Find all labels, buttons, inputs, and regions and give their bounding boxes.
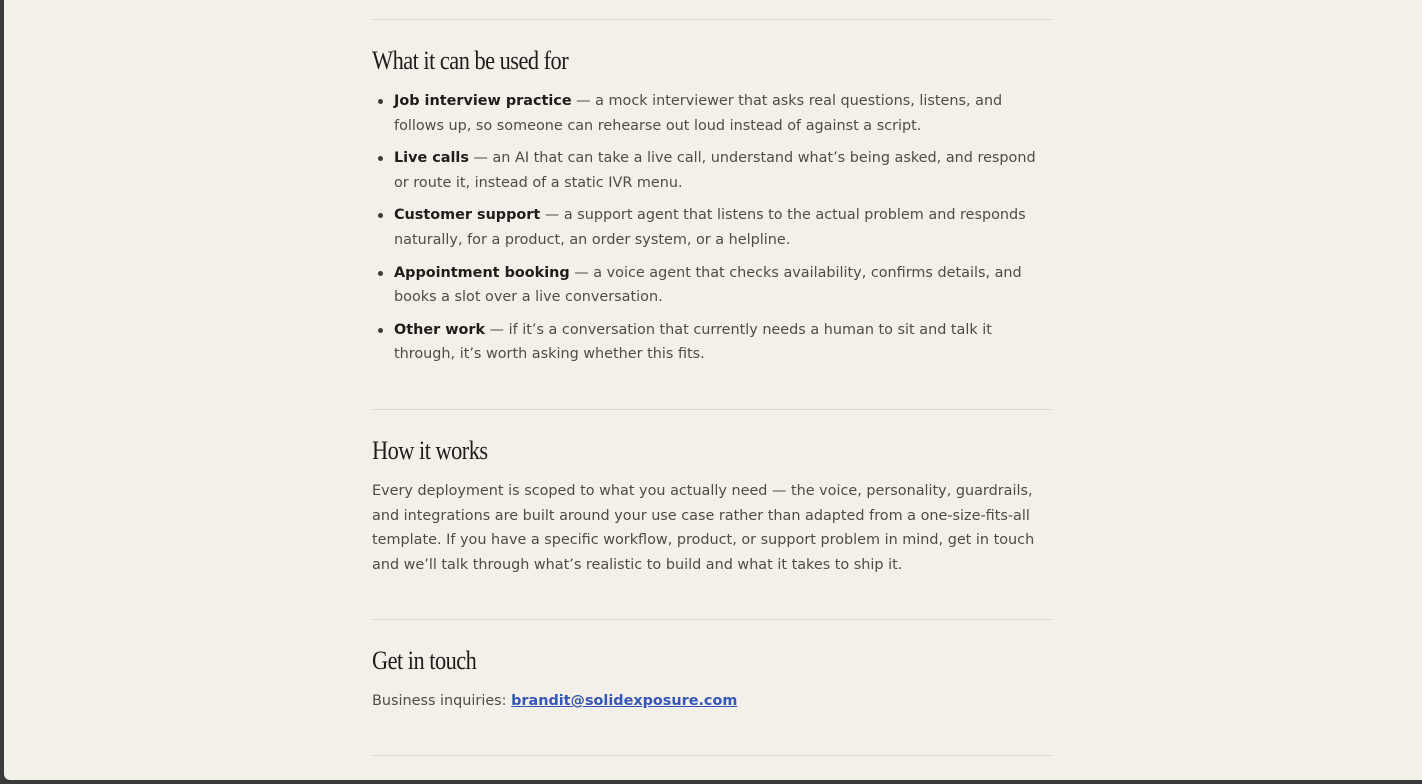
- bullet-icon: [378, 328, 383, 333]
- use-name: Job interview practice: [394, 93, 572, 109]
- bullet-icon: [378, 99, 383, 104]
- list-item: [372, 318, 1052, 367]
- section-divider: [372, 619, 1052, 620]
- use-name: Appointment booking: [394, 264, 570, 281]
- page-viewport: [4, 0, 1422, 780]
- section-divider: [372, 755, 1052, 756]
- contact-label: Business inquiries:: [372, 693, 512, 709]
- use-description: — an AI that can take a live call, understand what’s being asked, and respond or route it, instead of a static IVR menu.: [394, 150, 1036, 191]
- use-name: Live calls: [394, 150, 469, 167]
- how-body: Every deployment is scoped to what you actually need — the voice, personality, guardrails, and integrations are built around your use case rather than adapted from a one-size-fits-all template. If you have a specific workflow, product, or support problem in mind, get in touch and we’ll talk through what’s realistic to build and what it takes to ship it.: [372, 483, 1035, 573]
- list-item: [372, 203, 1052, 252]
- contact-heading: Get in touch: [372, 646, 477, 675]
- email-link[interactable]: brandit@solidexposure.com: [511, 693, 738, 709]
- list-item: [372, 89, 1052, 138]
- use-name: Other work: [394, 321, 486, 338]
- uses-list: [372, 89, 1052, 375]
- section-divider: [372, 409, 1052, 410]
- section-divider: [372, 19, 1052, 20]
- bullet-icon: [378, 271, 383, 276]
- use-description: — if it’s a conversation that currently needs a human to sit and talk it through, it’s worth asking whether this fits.: [394, 321, 992, 363]
- use-name: Customer support: [394, 207, 541, 224]
- use-description: — a support agent that listens to the actual problem and responds naturally, for a product, an order system, or a helpline.: [394, 207, 1026, 248]
- list-item: [372, 261, 1052, 310]
- bullet-icon: [378, 213, 383, 218]
- use-description: — a voice agent that checks availability, confirms details, and books a slot over a live conversation.: [394, 264, 1022, 306]
- how-heading: How it works: [372, 436, 488, 465]
- list-item: [372, 146, 1052, 195]
- use-description: — a mock interviewer that asks real questions, listens, and follows up, so someone can rehearse out loud instead of against a script.: [394, 93, 1003, 134]
- contact-line: [372, 689, 1044, 714]
- bullet-icon: [378, 156, 383, 161]
- uses-heading: What it can be used for: [372, 46, 569, 75]
